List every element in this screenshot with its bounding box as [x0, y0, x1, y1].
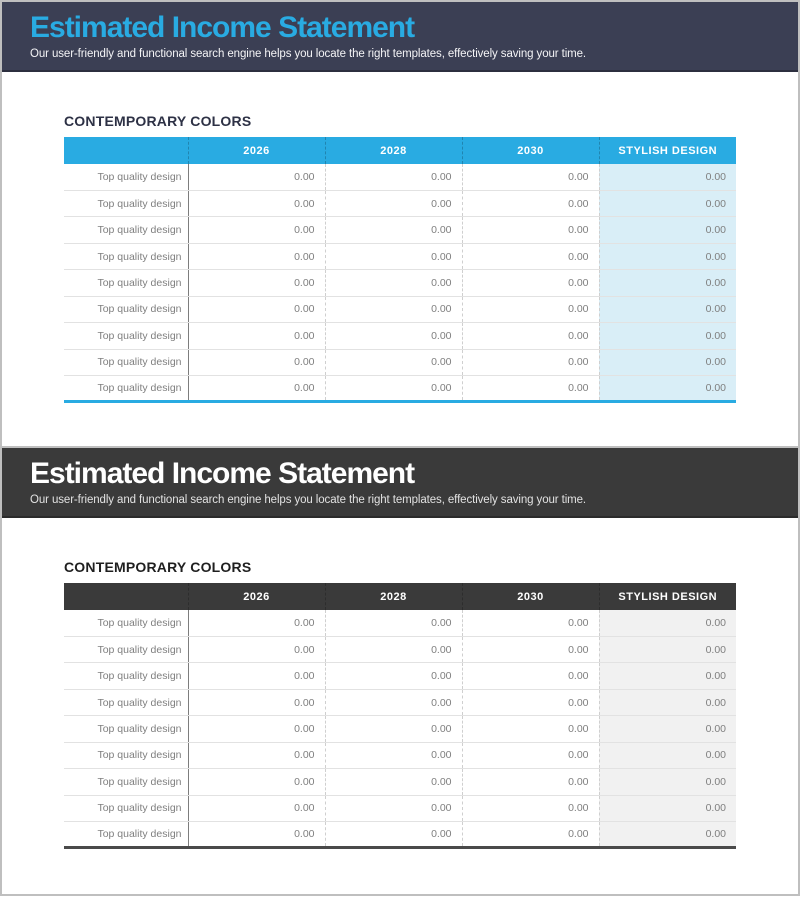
row-label: Top quality design — [64, 190, 188, 216]
cell-value: 0.00 — [599, 296, 736, 322]
income-table — [64, 583, 736, 849]
row-label: Top quality design — [64, 689, 188, 715]
table-row — [64, 270, 736, 296]
cell-value: 0.00 — [325, 742, 462, 768]
cell-value: 0.00 — [188, 270, 325, 296]
section-heading: CONTEMPORARY COLORS — [64, 559, 252, 575]
column-header: 2028 — [325, 137, 462, 164]
cell-value: 0.00 — [325, 296, 462, 322]
cell-value: 0.00 — [462, 636, 599, 662]
cell-value: 0.00 — [462, 296, 599, 322]
cell-value: 0.00 — [325, 190, 462, 216]
cell-value: 0.00 — [599, 376, 736, 402]
cell-value: 0.00 — [599, 636, 736, 662]
column-header: STYLISH DESIGN — [599, 583, 736, 610]
table-body — [64, 164, 736, 402]
cell-value: 0.00 — [325, 323, 462, 349]
column-header: STYLISH DESIGN — [599, 137, 736, 164]
table-row — [64, 742, 736, 768]
cell-value: 0.00 — [462, 376, 599, 402]
table-row — [64, 349, 736, 375]
cell-value: 0.00 — [325, 349, 462, 375]
cell-value: 0.00 — [188, 323, 325, 349]
row-label: Top quality design — [64, 742, 188, 768]
cell-value: 0.00 — [188, 217, 325, 243]
column-header: 2030 — [462, 583, 599, 610]
cell-value: 0.00 — [599, 217, 736, 243]
cell-value: 0.00 — [325, 716, 462, 742]
panel-subtitle: Our user-friendly and functional search engine helps you locate the right templates, effectively saving your time. — [30, 48, 587, 60]
table-head — [64, 583, 736, 610]
table-row — [64, 689, 736, 715]
cell-value: 0.00 — [188, 164, 325, 190]
cell-value: 0.00 — [599, 663, 736, 689]
cell-value: 0.00 — [188, 243, 325, 269]
panel-subtitle: Our user-friendly and functional search engine helps you locate the right templates, effectively saving your time. — [30, 494, 587, 506]
cell-value: 0.00 — [599, 323, 736, 349]
cell-value: 0.00 — [462, 795, 599, 821]
row-label: Top quality design — [64, 795, 188, 821]
cell-value: 0.00 — [325, 217, 462, 243]
row-label: Top quality design — [64, 164, 188, 190]
row-label: Top quality design — [64, 769, 188, 795]
cell-value: 0.00 — [188, 349, 325, 375]
cell-value: 0.00 — [462, 349, 599, 375]
section-heading: CONTEMPORARY COLORS — [64, 113, 252, 129]
column-header-empty — [64, 137, 188, 164]
row-label: Top quality design — [64, 822, 188, 848]
cell-value: 0.00 — [462, 716, 599, 742]
panel-content — [64, 114, 736, 403]
table-row — [64, 636, 736, 662]
cell-value: 0.00 — [188, 689, 325, 715]
cell-value: 0.00 — [188, 795, 325, 821]
cell-value: 0.00 — [325, 795, 462, 821]
column-header: 2026 — [188, 137, 325, 164]
table-header-row — [64, 583, 736, 610]
cell-value: 0.00 — [188, 822, 325, 848]
table-row — [64, 769, 736, 795]
cell-value: 0.00 — [599, 270, 736, 296]
cell-value: 0.00 — [462, 742, 599, 768]
row-label: Top quality design — [64, 270, 188, 296]
income-table — [64, 137, 736, 403]
row-label: Top quality design — [64, 663, 188, 689]
income-statement-panel-dark — [0, 447, 800, 896]
column-header: 2030 — [462, 137, 599, 164]
cell-value: 0.00 — [599, 610, 736, 636]
cell-value: 0.00 — [599, 795, 736, 821]
income-statement-panel-blue — [0, 0, 800, 447]
table-row — [64, 296, 736, 322]
cell-value: 0.00 — [462, 164, 599, 190]
cell-value: 0.00 — [599, 190, 736, 216]
cell-value: 0.00 — [188, 742, 325, 768]
cell-value: 0.00 — [599, 742, 736, 768]
row-label: Top quality design — [64, 323, 188, 349]
cell-value: 0.00 — [325, 610, 462, 636]
row-label: Top quality design — [64, 636, 188, 662]
cell-value: 0.00 — [462, 610, 599, 636]
cell-value: 0.00 — [325, 164, 462, 190]
cell-value: 0.00 — [599, 716, 736, 742]
panel-header — [2, 448, 798, 518]
cell-value: 0.00 — [462, 663, 599, 689]
cell-value: 0.00 — [188, 769, 325, 795]
cell-value: 0.00 — [599, 349, 736, 375]
cell-value: 0.00 — [188, 296, 325, 322]
panel-title: Estimated Income Statement — [30, 11, 415, 44]
cell-value: 0.00 — [599, 822, 736, 848]
cell-value: 0.00 — [599, 243, 736, 269]
cell-value: 0.00 — [188, 636, 325, 662]
cell-value: 0.00 — [462, 689, 599, 715]
table-row — [64, 822, 736, 848]
row-label: Top quality design — [64, 296, 188, 322]
cell-value: 0.00 — [325, 663, 462, 689]
cell-value: 0.00 — [599, 689, 736, 715]
table-head — [64, 137, 736, 164]
cell-value: 0.00 — [325, 636, 462, 662]
table-row — [64, 795, 736, 821]
cell-value: 0.00 — [462, 822, 599, 848]
table-row — [64, 716, 736, 742]
column-header: 2026 — [188, 583, 325, 610]
column-header-empty — [64, 583, 188, 610]
row-label: Top quality design — [64, 610, 188, 636]
table-header-row — [64, 137, 736, 164]
cell-value: 0.00 — [188, 190, 325, 216]
cell-value: 0.00 — [325, 769, 462, 795]
table-row — [64, 610, 736, 636]
table-row — [64, 243, 736, 269]
panel-title: Estimated Income Statement — [30, 457, 415, 490]
cell-value: 0.00 — [325, 822, 462, 848]
cell-value: 0.00 — [462, 270, 599, 296]
row-label: Top quality design — [64, 376, 188, 402]
cell-value: 0.00 — [188, 663, 325, 689]
cell-value: 0.00 — [462, 217, 599, 243]
cell-value: 0.00 — [188, 376, 325, 402]
row-label: Top quality design — [64, 349, 188, 375]
cell-value: 0.00 — [325, 376, 462, 402]
cell-value: 0.00 — [325, 243, 462, 269]
cell-value: 0.00 — [462, 769, 599, 795]
cell-value: 0.00 — [188, 610, 325, 636]
cell-value: 0.00 — [462, 243, 599, 269]
table-row — [64, 376, 736, 402]
panel-content — [64, 560, 736, 849]
row-label: Top quality design — [64, 243, 188, 269]
table-row — [64, 164, 736, 190]
row-label: Top quality design — [64, 217, 188, 243]
cell-value: 0.00 — [325, 689, 462, 715]
cell-value: 0.00 — [462, 323, 599, 349]
table-row — [64, 323, 736, 349]
cell-value: 0.00 — [599, 164, 736, 190]
row-label: Top quality design — [64, 716, 188, 742]
cell-value: 0.00 — [188, 716, 325, 742]
panel-header — [2, 2, 798, 72]
table-row — [64, 190, 736, 216]
cell-value: 0.00 — [325, 270, 462, 296]
table-row — [64, 217, 736, 243]
cell-value: 0.00 — [599, 769, 736, 795]
table-body — [64, 610, 736, 848]
cell-value: 0.00 — [462, 190, 599, 216]
table-row — [64, 663, 736, 689]
column-header: 2028 — [325, 583, 462, 610]
